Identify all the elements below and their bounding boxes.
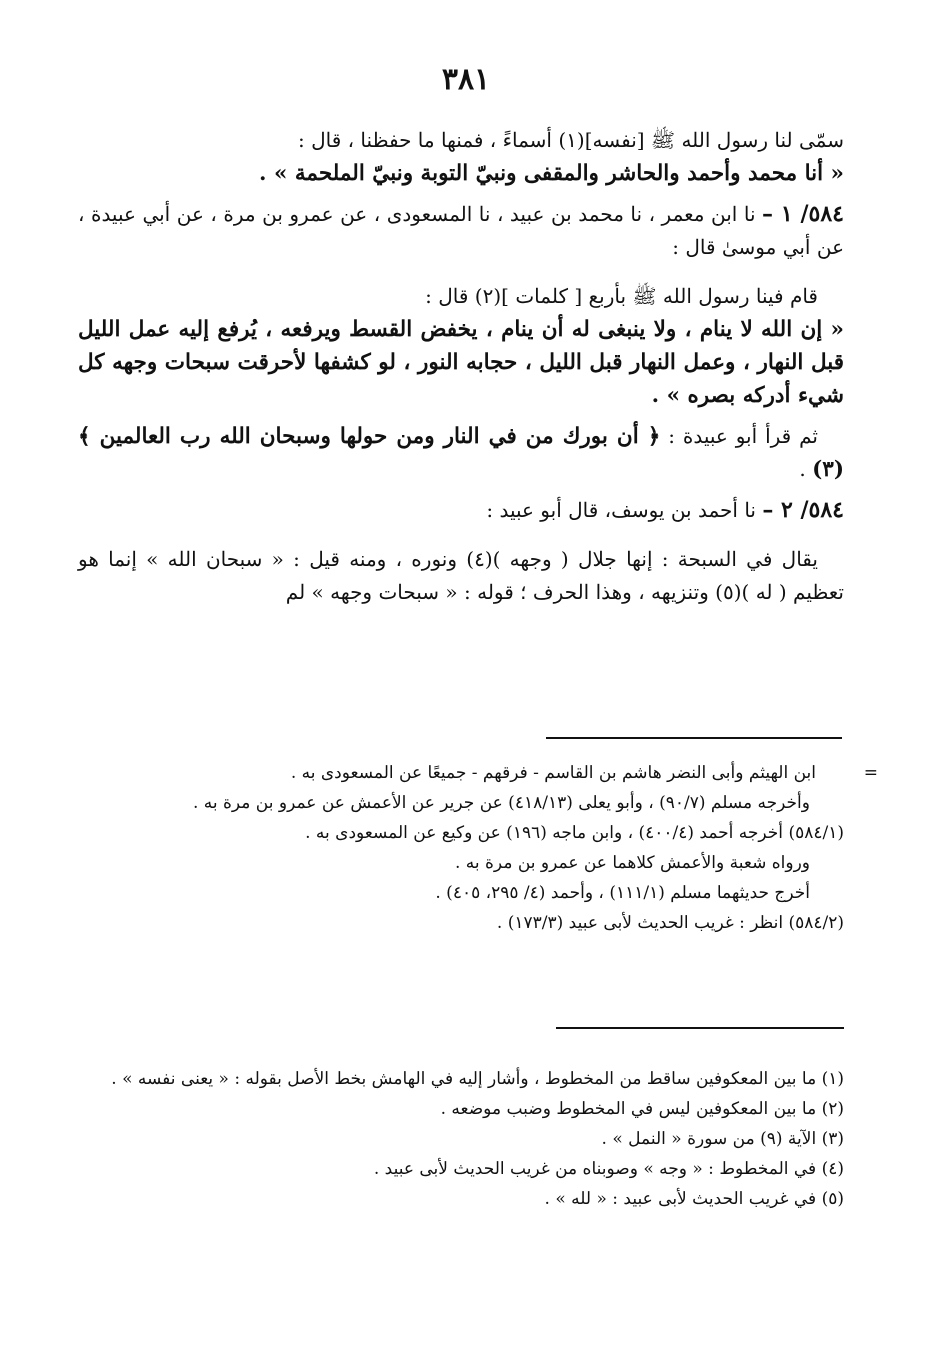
takhrij-text: وأخرجه مسلم (٩٠/٧) ، وأبو يعلى (٤١٨/١٣) عن جرير عن الأعمش عن عمرو بن مرة به . <box>192 793 810 813</box>
takhrij-text: انظر : غريب الحديث لأبى عبيد (١٧٣/٣) . <box>496 913 784 933</box>
takhrij-text: أخرج حديثهما مسلم (١١١/١) ، وأحمد (٤/ ٢٩٥، ٤٠٥) . <box>435 883 810 903</box>
takhrij-text: ورواه شعبة والأعمش كلاهما عن عمرو بن مرة به . <box>454 853 810 873</box>
hadith-quote-names: « أنا محمد وأحمد والحاشر والمقفى ونبيّ التوبة ونبيّ الملحمة » . <box>259 161 844 186</box>
narration-line: قام فينا رسول الله ﷺ بأربع [ كلمات ](٢) قال : <box>425 284 818 308</box>
verse-end: . <box>799 457 813 481</box>
takhrij-divider <box>546 737 842 739</box>
hadith-quote-sleep: « إن الله لا ينام ، ولا ينبغى له أن ينام ، يخفض القسط ويرفعه ، يُرفع إليه عمل الليل قبل النهار ، وعمل النهار قبل الليل ، حجابه النور ، لو كشفها لأحرقت سبحات وجهه كل شيء أدركه بصره » . <box>78 317 844 408</box>
page-number: ٣٨١ <box>441 62 491 97</box>
gharib-paragraph: يقال في السبحة : إنها جلال ( وجهه )(٤) ونوره ، ومنه قيل : « سبحان الله » إنما هو تعظيم ( له )(٥) وتنزيهه ، وهذا الحرف ؛ قوله : « سبحات وجهه » لم <box>78 547 844 604</box>
takhrij-text: ابن الهيثم وأبى النضر هاشم بن القاسم - فرقهم - جميعًا عن المسعودى به . <box>290 763 816 783</box>
takhrij-text: أخرجه أحمد (٤٠٠/٤) ، وابن ماجه (١٩٦) عن وكيع عن المسعودى به . <box>305 823 784 843</box>
verse-intro: ثم قرأ أبو عبيدة : <box>668 424 819 448</box>
main-text <box>78 124 844 609</box>
footnote-5: (٥) في غريب الحديث لأبى عبيد : « لله » . <box>544 1189 844 1209</box>
takhrij-584-2 <box>92 908 844 938</box>
verse-paragraph <box>78 420 844 486</box>
continued-mark: = <box>863 763 878 783</box>
hadith-584-2 <box>78 494 844 527</box>
hadith-584-1 <box>78 198 844 264</box>
takhrij-notes <box>92 758 878 938</box>
footnote-3: (٣) الآية (٩) من سورة « النمل » . <box>601 1129 844 1149</box>
takhrij-584-1 <box>92 818 844 848</box>
hadith-isnad: نا ابن معمر ، نا محمد بن عبيد ، نا المسعودى ، عن عمرو بن مرة ، عن أبي عبيدة ، عن أبي موسىٰ قال : <box>78 202 844 259</box>
footnote-4: (٤) في المخطوط : « وجه » وصوبناه من غريب الحديث لأبى عبيد . <box>373 1159 844 1179</box>
footnote-2: (٢) ما بين المعكوفين ليس في المخطوط وضبب موضعه . <box>440 1099 844 1119</box>
takhrij-label: (٥٨٤/٢) <box>788 913 844 933</box>
takhrij-continued <box>92 758 878 788</box>
footnote-1: (١) ما بين المعكوفين ساقط من المخطوط ، وأشار إليه في الهامش بخط الأصل بقوله : « يعنى نفسه » . <box>111 1069 844 1089</box>
quran-verse: ﴿ أن بورك من في النار ومن حولها وسبحان الله رب العالمين ﴾(٣) <box>78 424 844 482</box>
intro-line: سمّى لنا رسول الله ﷺ [نفسه](١) أسماءً ، فمنها ما حفظنا ، قال : <box>297 128 844 152</box>
footnotes <box>92 1064 844 1214</box>
hadith-number: ٥٨٤/ ١ – <box>762 201 844 227</box>
hadith-isnad: نا أحمد بن يوسف، قال أبو عبيد : <box>486 498 756 522</box>
hadith-number: ٥٨٤/ ٢ – <box>762 497 844 523</box>
footnotes-divider <box>556 1027 844 1029</box>
takhrij-label: (٥٨٤/١) <box>788 823 844 843</box>
